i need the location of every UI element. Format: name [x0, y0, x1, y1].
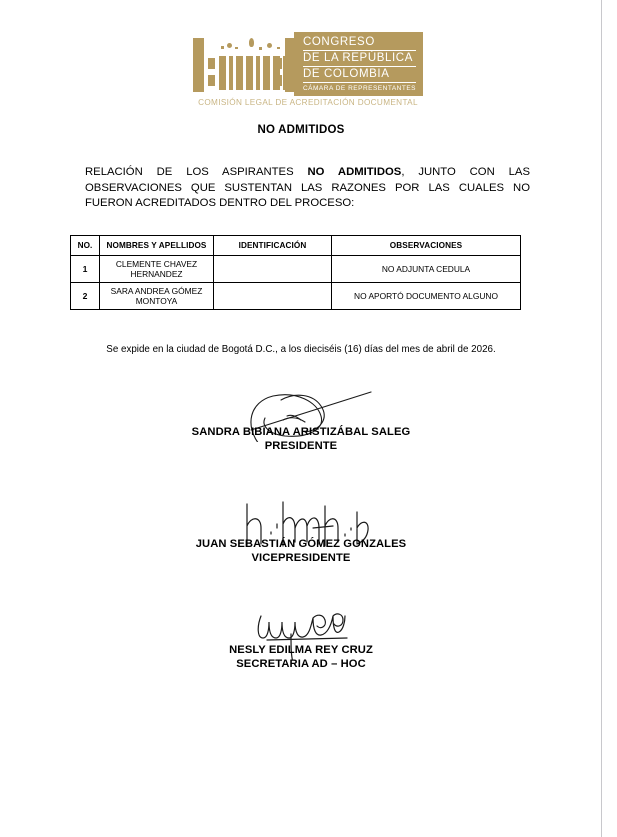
signature-block-secretaria	[0, 604, 602, 671]
column-header-observaciones: OBSERVACIONES	[332, 236, 521, 256]
column-header-no: NO.	[71, 236, 100, 256]
signature-role: VICEPRESIDENTE	[251, 551, 351, 564]
expedition-statement: Se expide en la ciudad de Bogotá D.C., a los dieciséis (16) días del mes de abril de 2026.	[106, 344, 496, 355]
cell-nombre: CLEMENTE CHAVEZ HERNANDEZ	[100, 256, 214, 283]
commission-caption: COMISIÓN LEGAL DE ACREDITACIÓN DOCUMENTAL	[198, 98, 418, 107]
column-header-identificacion: IDENTIFICACIÓN	[214, 236, 332, 256]
page-gutter	[603, 0, 617, 837]
congress-emblem-icon	[193, 32, 294, 96]
cell-no: 1	[71, 256, 100, 283]
logo-line-congreso: CONGRESO	[303, 36, 416, 51]
cell-observaciones: NO APORTÓ DOCUMENTO ALGUNO	[332, 283, 521, 310]
page-title: NO ADMITIDOS	[257, 124, 345, 136]
letterhead	[193, 32, 423, 107]
signature-role: PRESIDENTE	[264, 439, 338, 452]
signature-block-vicepresidente	[0, 498, 602, 565]
cell-observaciones: NO ADJUNTA CEDULA	[332, 256, 521, 283]
signature-block-presidente	[0, 386, 602, 453]
cell-identificacion	[214, 283, 332, 310]
table-header-row	[71, 236, 521, 256]
intro-text-bold: NO ADMITIDOS	[307, 166, 402, 178]
signature-name: JUAN SEBASTIÁN GÓMEZ GONZALES	[195, 538, 407, 550]
intro-text-before: RELACIÓN DE LOS ASPIRANTES	[85, 166, 308, 178]
signature-name: SANDRA BIBIANA ARISTIZÁBAL SALEG	[191, 426, 411, 438]
logo-line-camara: CÁMARA DE REPRESENTANTES	[302, 85, 416, 92]
congress-logo-textbox	[294, 32, 423, 96]
cell-no: 2	[71, 283, 100, 310]
congress-logo	[193, 32, 423, 96]
intro-text-after: , JUNTO CON LAS OBSERVACIONES QUE SUSTENTAN LAS RAZONES POR LAS CUALES NO FUERON ACREDITADOS DENTRO DEL PROCESO:	[85, 166, 530, 210]
cell-nombre: SARA ANDREA GÓMEZ MONTOYA	[100, 283, 214, 310]
not-admitted-table	[70, 235, 521, 310]
cell-identificacion	[214, 256, 332, 283]
signature-role: SECRETARIA AD – HOC	[236, 657, 366, 670]
signature-name: NESLY EDILMA REY CRUZ	[229, 644, 373, 656]
table-row	[71, 283, 521, 310]
column-header-nombres: NOMBRES Y APELLIDOS	[100, 236, 214, 256]
logo-line-republica: DE LA REPÚBLICA	[303, 52, 416, 67]
logo-line-colombia: DE COLOMBIA	[303, 68, 416, 83]
table-row	[71, 256, 521, 283]
intro-paragraph	[85, 165, 530, 212]
